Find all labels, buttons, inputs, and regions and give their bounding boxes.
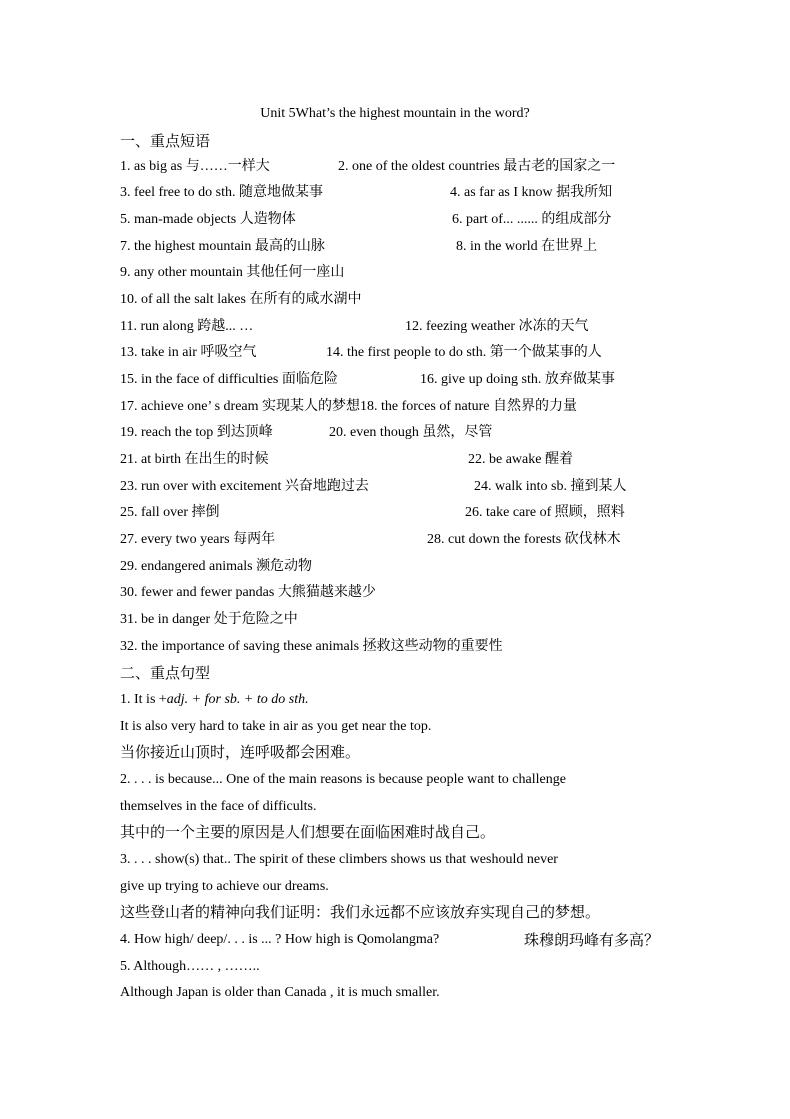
phrase-item: 23. run over with excitement 兴奋地跑过去 <box>120 479 369 494</box>
phrase-item: 2. one of the oldest countries 最古老的国家之一 <box>338 159 616 174</box>
phrase-item: 32. the importance of saving these animals 拯救这些动物的重要性 <box>120 639 503 654</box>
phrase-item: 28. cut down the forests 砍伐林木 <box>427 532 621 547</box>
phrase-row <box>120 420 680 446</box>
pattern-3-line: 3. . . . show(s) that.. The spirit of these climbers shows us that weshould never <box>120 852 558 867</box>
phrase-row <box>120 394 680 420</box>
phrase-row <box>120 634 680 660</box>
phrase-row <box>120 314 680 340</box>
pattern-4-translation: 珠穆朗玛峰有多高？ <box>524 931 660 949</box>
phrase-item: 6. part of... ...... 的组成部分 <box>452 212 612 227</box>
phrase-row <box>120 500 680 526</box>
phrase-item: 27. every two years 每两年 <box>120 532 276 547</box>
phrase-item: 15. in the face of difficulties 面临危险 <box>120 372 338 387</box>
pattern-5-example: Although Japan is older than Canada , it is much smaller. <box>120 985 440 1000</box>
phrase-item: 14. the first people to do sth. 第一个做某事的人 <box>326 345 602 360</box>
pattern-1-title <box>120 687 680 713</box>
pattern-2-translation: 其中的一个主要的原因是人们想要在面临困难时战自己。 <box>120 823 496 841</box>
phrase-item: 9. any other mountain 其他任何一座山 <box>120 265 345 280</box>
phrase-row <box>120 527 680 553</box>
phrase-row <box>120 447 680 473</box>
phrase-item: 24. walk into sb. 撞到某人 <box>474 479 627 494</box>
phrase-item: 19. reach the top 到达顶峰 <box>120 425 273 440</box>
phrase-item: 17. achieve one’ s dream 实现某人的梦想18. the forces of nature 自然界的力量 <box>120 399 577 414</box>
phrase-row <box>120 287 680 313</box>
phrase-row <box>120 154 680 180</box>
pattern-2-line: themselves in the face of difficults. <box>120 799 317 814</box>
phrase-row <box>120 607 680 633</box>
phrase-row <box>120 367 680 393</box>
phrase-item: 10. of all the salt lakes 在所有的咸水湖中 <box>120 292 362 307</box>
phrase-item: 29. endangered animals 濒危动物 <box>120 559 313 574</box>
pattern-4-row <box>120 927 680 953</box>
pattern-5-title: 5. Although…… , …….. <box>120 959 260 974</box>
phrase-row <box>120 340 680 366</box>
pattern-1-example: It is also very hard to take in air as you get near the top. <box>120 719 432 734</box>
phrase-row <box>120 260 680 286</box>
section-heading-patterns: 二、重点句型 <box>120 664 211 682</box>
section-heading-phrases: 一、重点短语 <box>120 132 211 150</box>
pattern-3-translation: 这些登山者的精神向我们证明：我们永远都不应该放弃实现自己的梦想。 <box>120 903 601 921</box>
phrase-item: 4. as far as I know 据我所知 <box>450 185 613 200</box>
phrase-row <box>120 207 680 233</box>
phrase-row <box>120 234 680 260</box>
pattern-4-english: 4. How high/ deep/. . . is ... ? How high is Qomolangma? <box>120 932 440 947</box>
phrase-item: 12. feezing weather 冰冻的天气 <box>405 319 589 334</box>
pattern-1-translation: 当你接近山顶时，连呼吸都会困难。 <box>120 743 361 761</box>
phrase-item: 5. man-made objects 人造物体 <box>120 212 296 227</box>
phrase-item: 21. at birth 在出生的时候 <box>120 452 269 467</box>
phrase-row <box>120 180 680 206</box>
phrase-item: 13. take in air 呼吸空气 <box>120 345 257 360</box>
phrase-item: 30. fewer and fewer pandas 大熊猫越来越少 <box>120 585 376 600</box>
phrase-item: 16. give up doing sth. 放弃做某事 <box>420 372 615 387</box>
phrase-item: 31. be in danger 处于危险之中 <box>120 612 298 627</box>
pattern-1-formula: adj. + for sb. + to do sth. <box>166 692 309 707</box>
pattern-2-line: 2. . . . is because... One of the main reasons is because people want to challenge <box>120 772 566 787</box>
phrase-row <box>120 554 680 580</box>
phrase-item: 8. in the world 在世界上 <box>456 239 598 254</box>
phrase-item: 11. run along 跨越... … <box>120 319 254 334</box>
phrase-item: 1. as big as 与……一样大 <box>120 159 270 174</box>
phrase-item: 3. feel free to do sth. 随意地做某事 <box>120 185 323 200</box>
pattern-3-line: give up trying to achieve our dreams. <box>120 879 329 894</box>
document-title: Unit 5What’s the highest mountain in the word? <box>260 106 530 121</box>
phrase-item: 26. take care of 照顾，照料 <box>465 505 625 520</box>
pattern-1-prefix: 1. It is + <box>120 692 167 707</box>
phrase-item: 25. fall over 摔倒 <box>120 505 220 520</box>
phrase-item: 20. even though 虽然，尽管 <box>329 425 493 440</box>
phrase-item: 7. the highest mountain 最高的山脉 <box>120 239 325 254</box>
phrase-row <box>120 580 680 606</box>
phrase-row <box>120 474 680 500</box>
phrase-item: 22. be awake 醒着 <box>468 452 573 467</box>
